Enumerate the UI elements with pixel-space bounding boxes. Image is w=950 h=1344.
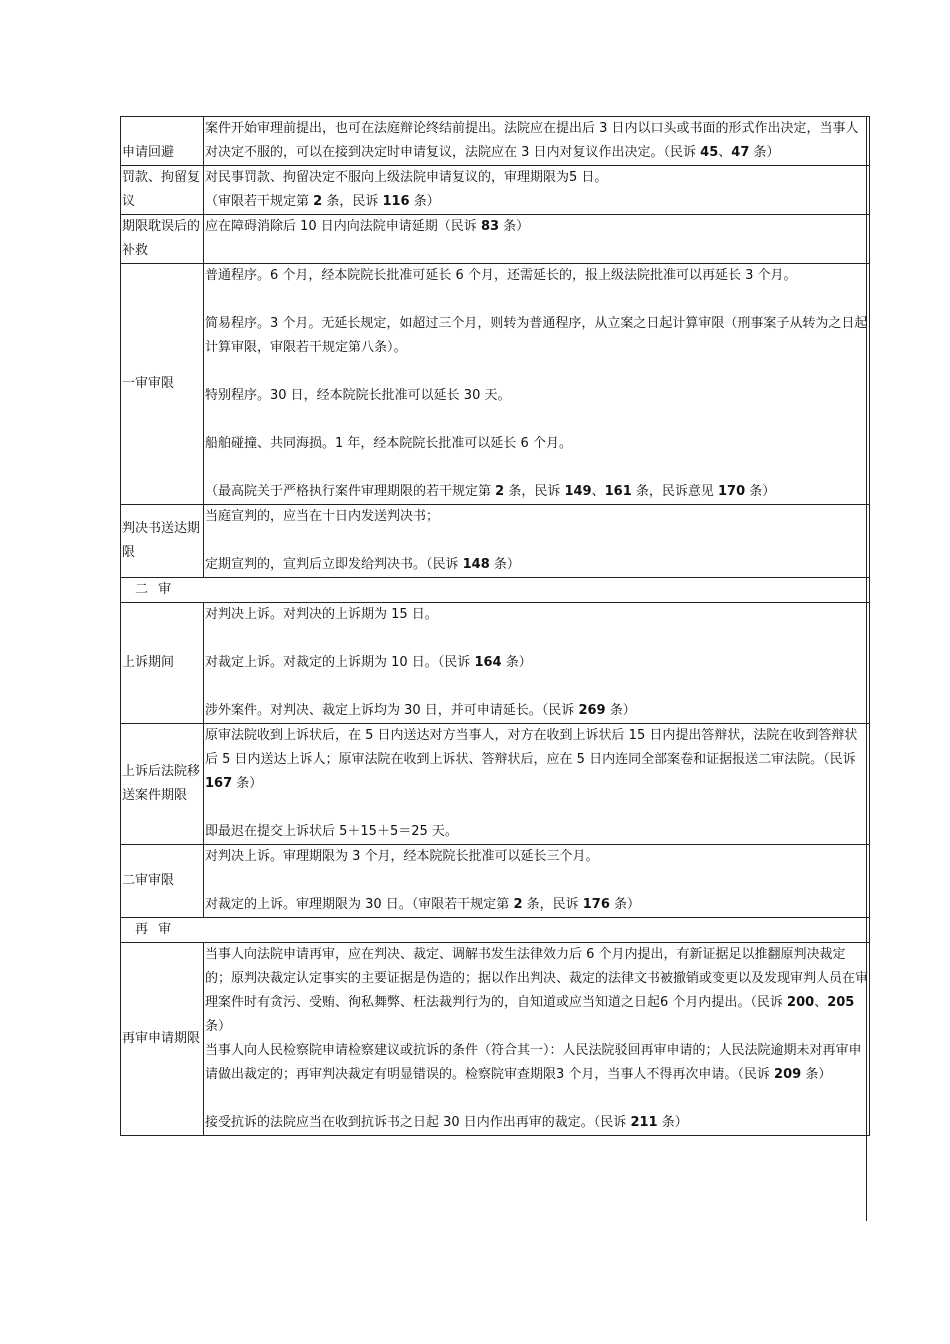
content-line [205, 384, 868, 408]
row-label: 申请回避 [121, 117, 204, 166]
article-number: 149 [564, 484, 592, 499]
text-run: 条，民诉 [322, 194, 383, 209]
text-run: 原审法院收到上诉状后，在 5 日内送达对方当事人，对方在收到上诉状后 15 日内提出答辩状，法院在收到答辩状后 5 日内送达上诉人；原审法院在收到上诉状、答辩状后，应在 5 日内连同全部案卷和证据报送二审法院。（民诉 [205, 728, 858, 767]
blank-line [205, 288, 868, 312]
content-line [205, 264, 868, 288]
text-run: 条，民诉意见 [631, 484, 719, 499]
row-label: 一审审限 [121, 264, 204, 505]
text-run: 条） [205, 1019, 232, 1034]
blank-line [205, 456, 868, 480]
table-row [121, 215, 870, 264]
table-row [121, 166, 870, 215]
article-number: 209 [774, 1067, 802, 1082]
table-row [121, 603, 870, 724]
text-run: 条） [605, 703, 636, 718]
text-run: 应在障碍消除后 10 日内向法院申请延期（民诉 [205, 219, 481, 234]
row-label: 期限耽误后的补救 [121, 215, 204, 264]
text-run: 条，民诉 [522, 897, 583, 912]
text-run: 当事人向人民检察院申请检察建议或抗诉的条件（符合其一）：人民法院驳回再审申请的；人民法院逾期未对再审申请做出裁定的；再审判决裁定有明显错误的。检察院审查期限3 个月，当事人不得再次申请。（民诉 [205, 1043, 862, 1082]
text-run: （最高院关于严格执行案件审理期限的若干规定第 [205, 484, 496, 499]
deadline-table-body [121, 117, 870, 1136]
content-line [205, 117, 868, 165]
content-line [205, 699, 868, 723]
text-run: 条） [499, 219, 530, 234]
text-run: 条） [745, 484, 776, 499]
text-run: 对判决上诉。审理期限为 3 个月，经本院院长批准可以延长三个月。 [205, 849, 599, 864]
row-label: 上诉后法院移送案件期限 [121, 724, 204, 845]
blank-line [205, 529, 868, 553]
blank-line [205, 675, 868, 699]
article-number: 211 [630, 1115, 658, 1130]
section-row [121, 918, 870, 943]
table-row [121, 264, 870, 505]
text-run: （审限若干规定第 [205, 194, 314, 209]
content-line [205, 312, 868, 360]
content-line [205, 166, 868, 190]
article-number: 2 [313, 194, 323, 209]
text-run: 、 [814, 995, 828, 1010]
text-run: 涉外案件。对判决、裁定上诉均为 30 日，并可申请延长。（民诉 [205, 703, 579, 718]
article-number: 170 [718, 484, 746, 499]
text-run: 特别程序。30 日，经本院院长批准可以延长 30 天。 [205, 388, 511, 403]
text-run: 条） [609, 897, 641, 912]
table-row [121, 943, 870, 1136]
text-run: 简易程序。3 个月。无延长规定，如超过三个月，则转为普通程序，从立案之日起计算审限（刑事案子从转为之日起计算审限，审限若干规定第八条）。 [205, 316, 868, 355]
row-label: 罚款、拘留复议 [121, 166, 204, 215]
row-label: 上诉期间 [121, 603, 204, 724]
text-run: 案件开始审理前提出，也可在法庭辩论终结前提出。法院应在提出后 3 日内以口头或书面的形式作出决定，当事人对决定不服的，可以在接到决定时申请复议，法院应在 3 日内对复议作出决定。（民诉 [205, 121, 859, 160]
content-line [205, 603, 868, 627]
blank-line [205, 1087, 868, 1111]
text-run: 、 [718, 145, 732, 160]
text-run: 普通程序。6 个月，经本院院长批准可延长 6 个月，还需延长的，报上级法院批准可以再延长 3 个月。 [205, 268, 797, 283]
text-run: 对民事罚款、拘留决定不服向上级法院申请复议的，审理期限为5 日。 [205, 170, 608, 185]
article-number: 2 [513, 897, 523, 912]
text-run: 对判决上诉。对判决的上诉期为 15 日。 [205, 607, 438, 622]
blank-line [205, 869, 868, 893]
article-number: 148 [462, 557, 490, 572]
text-run: 条） [232, 776, 263, 791]
text-run: 条） [501, 655, 532, 670]
article-number: 269 [578, 703, 606, 718]
content-line [205, 553, 868, 577]
content-line [205, 893, 868, 917]
content-line [205, 505, 868, 529]
section-heading: 二 审 [121, 578, 870, 603]
row-content [204, 943, 870, 1136]
text-run: 条） [489, 557, 520, 572]
article-number: 47 [731, 145, 750, 160]
article-number: 83 [480, 219, 500, 234]
content-line [205, 820, 868, 844]
content-line [205, 651, 868, 675]
blank-line [205, 627, 868, 651]
row-content [204, 117, 870, 166]
row-content [204, 505, 870, 578]
content-line [205, 845, 868, 869]
text-run: 对裁定的上诉。审理期限为 30 日。（审限若干规定第 [205, 897, 514, 912]
text-run: 定期宣判的，宣判后立即发给判决书。（民诉 [205, 557, 463, 572]
deadline-table [120, 116, 870, 1136]
text-run: 条） [409, 194, 440, 209]
text-run: 条） [749, 145, 780, 160]
text-run: 当庭宣判的，应当在十日内发送判决书； [205, 509, 440, 524]
article-number: 167 [205, 776, 233, 791]
row-label: 二审审限 [121, 845, 204, 918]
text-run: 即最迟在提交上诉状后 5＋15＋5＝25 天。 [205, 824, 458, 839]
article-number: 176 [582, 897, 610, 912]
row-label: 判决书送达期限 [121, 505, 204, 578]
article-number: 45 [700, 145, 719, 160]
content-line [205, 1039, 868, 1087]
text-run: 当事人向法院申请再审，应在判决、裁定、调解书发生法律效力后 6 个月内提出，有新证据足以推翻原判决裁定的；原判决裁定认定事实的主要证据是伪造的；据以作出判决、裁定的法律文书被撤销或变更以及发现审判人员在审理案件时有贪污、受贿、徇私舞弊、枉法裁判行为的，自知道或应当知道之日起6 个月内提出。（民诉 [205, 947, 869, 1010]
table-row [121, 117, 870, 166]
row-content [204, 724, 870, 845]
article-number: 2 [495, 484, 505, 499]
section-row [121, 578, 870, 603]
text-run: 船舶碰撞、共同海损。1 年，经本院院长批准可以延长 6 个月。 [205, 436, 572, 451]
text-run: 条） [801, 1067, 832, 1082]
text-run: 条） [657, 1115, 688, 1130]
content-line [205, 190, 868, 214]
row-content [204, 166, 870, 215]
article-number: 200 [787, 995, 815, 1010]
text-run: 对裁定上诉。对裁定的上诉期为 10 日。（民诉 [205, 655, 475, 670]
content-line [205, 1111, 868, 1135]
section-heading: 再 审 [121, 918, 870, 943]
row-label: 再审申请期限 [121, 943, 204, 1136]
article-number: 205 [827, 995, 855, 1010]
article-number: 164 [474, 655, 502, 670]
table-row [121, 505, 870, 578]
row-content [204, 845, 870, 918]
table-row [121, 724, 870, 845]
text-run: 、 [591, 484, 605, 499]
content-line [205, 724, 868, 796]
table-right-double-border [866, 116, 867, 1221]
row-content [204, 264, 870, 505]
content-line [205, 215, 868, 239]
row-content [204, 603, 870, 724]
content-line [205, 432, 868, 456]
content-line [205, 943, 868, 1039]
blank-line [205, 360, 868, 384]
article-number: 116 [382, 194, 410, 209]
text-run: 接受抗诉的法院应当在收到抗诉书之日起 30 日内作出再审的裁定。（民诉 [205, 1115, 631, 1130]
row-content [204, 215, 870, 264]
article-number: 161 [604, 484, 632, 499]
text-run: 条，民诉 [504, 484, 565, 499]
blank-line [205, 408, 868, 432]
table-row [121, 845, 870, 918]
blank-line [205, 796, 868, 820]
content-line [205, 480, 868, 504]
